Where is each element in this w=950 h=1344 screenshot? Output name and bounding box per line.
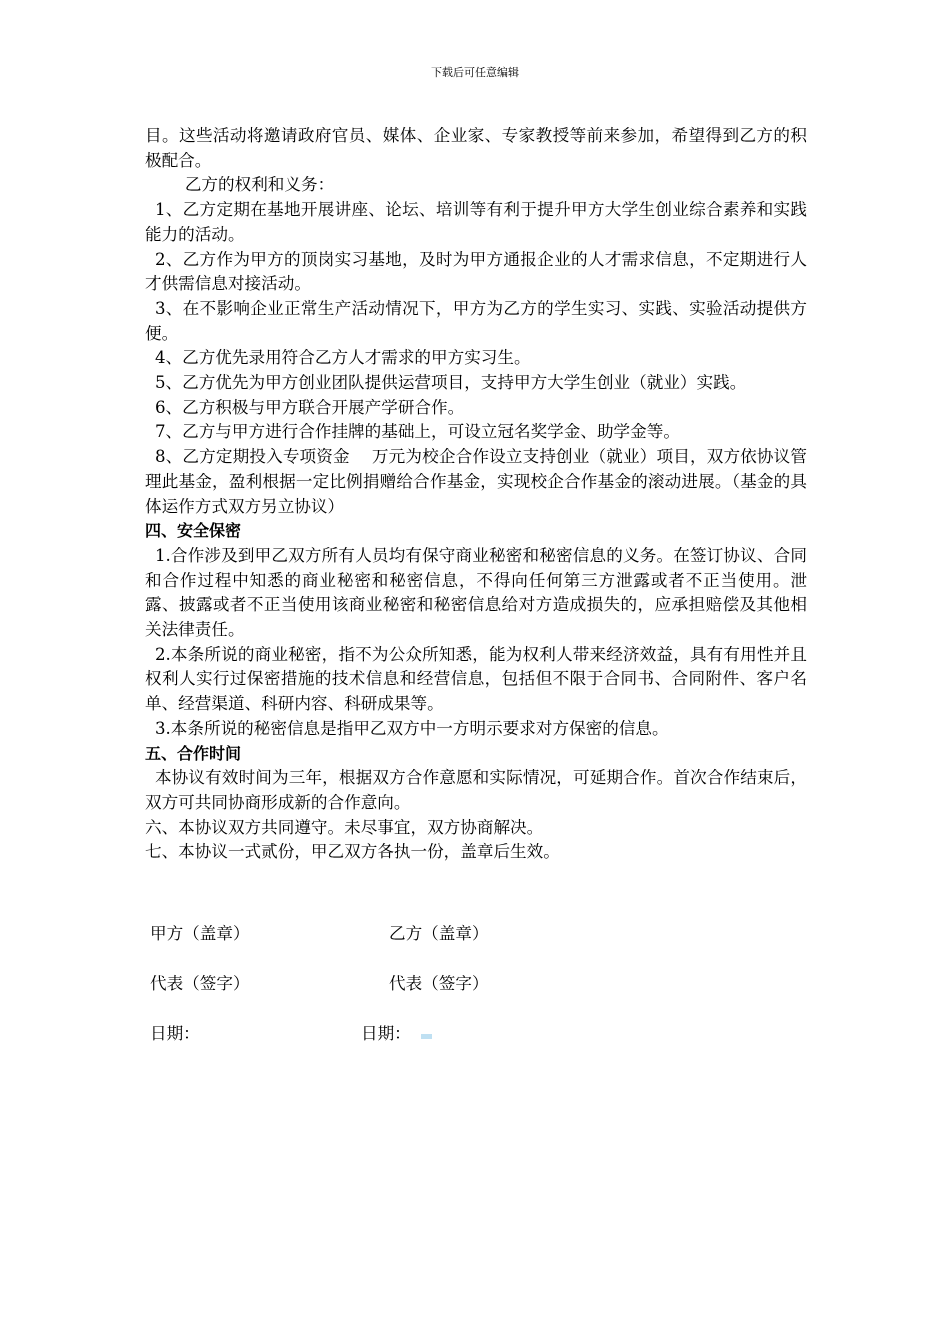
paragraph-party-b-rights-title: 乙方的权利和义务： xyxy=(184,175,335,195)
party-b-item-1: 1、乙方定期在基地开展讲座、论坛、培训等有利于提升甲方大学生创业综合素养和实践能力的活动。 xyxy=(145,200,807,244)
party-b-item-2: 2、乙方作为甲方的顶岗实习基地，及时为甲方通报企业的人才需求信息，不定期进行人才供需信息对接活动。 xyxy=(145,249,807,294)
party-b-item-5: 5、乙方优先为甲方创业团队提供运营项目，支持甲方大学生创业（就业）实践。 xyxy=(154,373,747,393)
confidentiality-item-1: 1.合作涉及到甲乙双方所有人员均有保守商业秘密和秘密信息的义务。在签订协议、合同和合作过程中知悉的商业秘密和秘密信息，不得向任何第三方泄露或者不正当使用。泄露、披露或者不正当使用该商业秘密和秘密信息给对方造成损失的，应承担赔偿及其他相关法律责任。 xyxy=(145,545,807,640)
party-b-item-3: 3、在不影响企业正常生产活动情况下，甲方为乙方的学生实习、实践、实验活动提供方便。 xyxy=(145,298,807,343)
party-b-date-label: 日期： xyxy=(361,1024,411,1043)
page-header: 下载后可任意编辑 xyxy=(431,66,519,79)
section-heading-confidentiality: 四、安全保密 xyxy=(145,521,242,541)
party-b-item-4: 4、乙方优先录用符合乙方人才需求的甲方实习生。 xyxy=(154,348,531,368)
party-b-item-6: 6、乙方积极与甲方联合开展产学研合作。 xyxy=(154,397,465,417)
section-heading-cooperation-time: 五、合作时间 xyxy=(145,743,242,763)
party-b-seal-label: 乙方（盖章） xyxy=(389,924,489,943)
text-cursor-marker xyxy=(421,1034,432,1039)
clause-seven: 七、本协议一式贰份，甲乙双方各执一份，盖章后生效。 xyxy=(145,842,560,862)
paragraph-activities-continued: 目。这些活动将邀请政府官员、媒体、企业家、专家教授等前来参加，希望得到乙方的积极配合。 xyxy=(145,126,807,170)
party-a-date-label: 日期： xyxy=(150,1024,200,1043)
cooperation-time-text: 本协议有效时间为三年，根据双方合作意愿和实际情况，可延期合作。首次合作结束后，双方可共同协商形成新的合作意向。 xyxy=(145,768,807,812)
confidentiality-item-2: 2.本条所说的商业秘密，指不为公众所知悉，能为权利人带来经济效益，具有有用性并且权利人实行过保密措施的技术信息和经营信息，包括但不限于合同书、合同附件、客户名单、经营渠道、科研内容、科研成果等。 xyxy=(145,644,807,714)
party-b-item-8: 8、乙方定期投入专项资金 万元为校企合作设立支持创业（就业）项目，双方依协议管理此基金，盈利根据一定比例捐赠给合作基金，实现校企合作基金的滚动进展。（基金的具体运作方式双方另立协议） xyxy=(145,447,807,516)
party-a-seal-label: 甲方（盖章） xyxy=(150,924,250,943)
clause-six: 六、本协议双方共同遵守。未尽事宜，双方协商解决。 xyxy=(145,817,544,837)
party-b-rep-label: 代表（签字） xyxy=(389,974,489,993)
party-b-item-7: 7、乙方与甲方进行合作挂牌的基础上，可设立冠名奖学金、助学金等。 xyxy=(154,422,680,442)
confidentiality-item-3: 3.本条所说的秘密信息是指甲乙双方中一方明示要求对方保密的信息。 xyxy=(154,718,669,738)
document-body xyxy=(145,124,807,865)
party-a-rep-label: 代表（签字） xyxy=(150,974,250,993)
